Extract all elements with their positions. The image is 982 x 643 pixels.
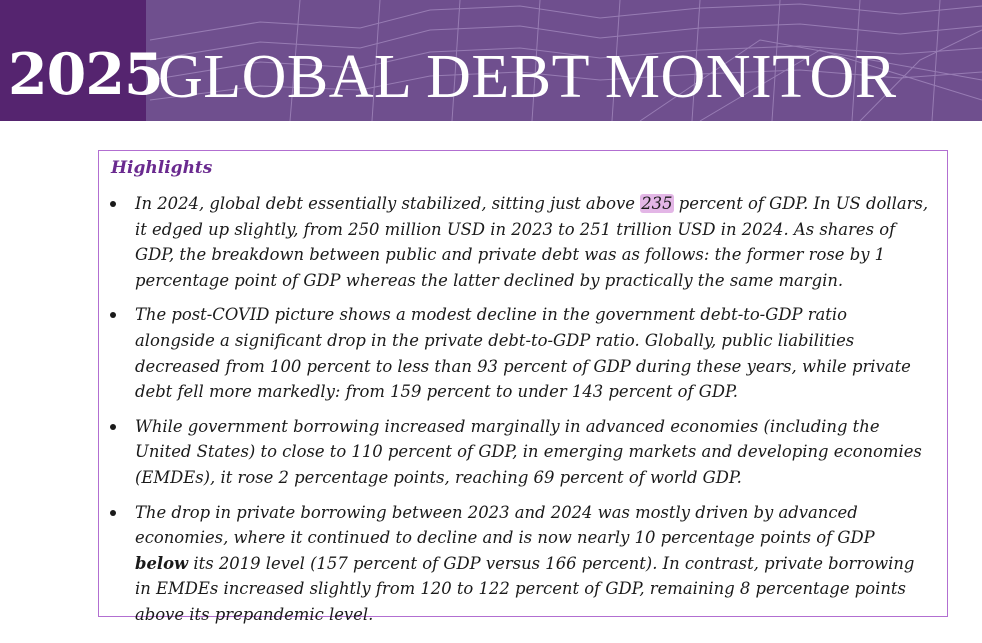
highlighted-number: 235 <box>641 194 673 213</box>
highlight-text: While government borrowing increased marginally in advanced economies (including the United States) to close to 110 percent of GDP, in emerging markets and developing economies (EMDEs), it rose 2 percentage points, reaching 69 percent of world GDP. <box>135 416 922 487</box>
bullet-icon <box>110 424 116 430</box>
highlight-item <box>99 191 949 293</box>
emphasized-word: below <box>135 553 189 573</box>
highlights-box <box>98 150 948 624</box>
bullet-icon <box>110 510 116 516</box>
highlight-item <box>99 414 949 491</box>
highlight-item <box>99 500 949 628</box>
highlight-text-start: In 2024, global debt essentially stabilized, sitting just above <box>135 194 641 213</box>
highlight-item <box>99 302 949 404</box>
header-banner <box>0 0 982 121</box>
highlight-text: The post-COVID picture shows a modest decline in the government debt-to-GDP ratio alongside a significant drop in the private debt-to-GDP ratio. Globally, public liabilities decreased from 100 percent to less than 93 percent of GDP during these years, while private debt fell more markedly: from 159 percent to under 143 percent of GDP. <box>135 305 911 402</box>
highlight-text-start: The drop in private borrowing between 2023 and 2024 was mostly driven by advanced economies, where it continued to decline and is now nearly 10 percentage points of GDP <box>135 502 875 548</box>
report-year: 2025 <box>8 41 163 108</box>
report-title: GLOBAL DEBT MONITOR <box>158 43 897 111</box>
highlights-list <box>99 191 949 637</box>
highlight-text <box>135 191 931 293</box>
bullet-icon <box>110 312 116 318</box>
highlight-text-end: percent of GDP. In US dollars, it edged up slightly, from 250 million USD in 2023 to 251 trillion USD in 2024. As shares of GDP, the breakdown between public and private debt was as follows: the former rose by 1 percentage point of GDP whereas the latter declined by practically the same margin. <box>135 194 929 290</box>
highlights-heading: Highlights <box>111 158 213 178</box>
year-block <box>0 0 163 121</box>
highlight-text <box>135 500 931 628</box>
highlight-text-end: its 2019 level (157 percent of GDP versus 166 percent). In contrast, private borrowing in EMDEs increased slightly from 120 to 122 percent of GDP, remaining 8 percentage points above its prepandemic level. <box>135 553 915 624</box>
bullet-icon <box>110 201 116 207</box>
